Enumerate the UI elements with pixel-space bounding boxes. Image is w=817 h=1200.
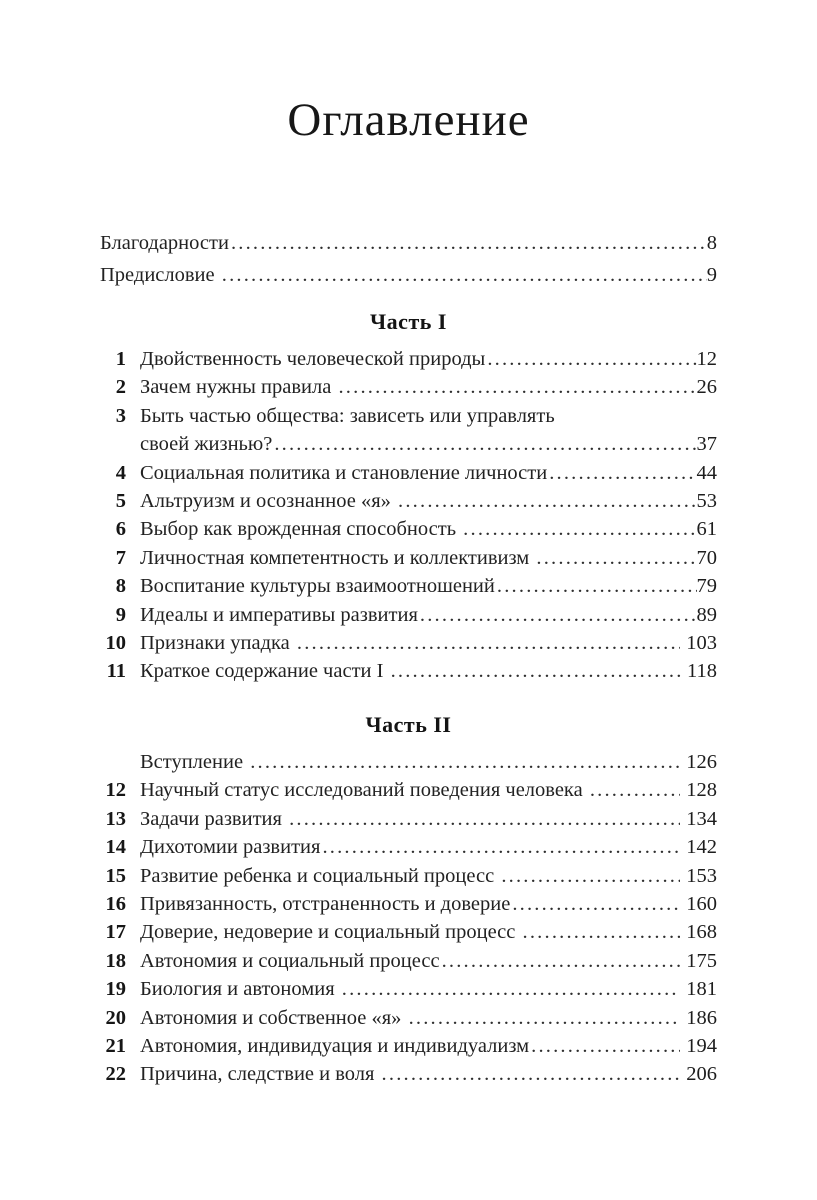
chapter-number: 16 <box>105 892 126 915</box>
toc-entry <box>100 373 717 401</box>
toc-entry <box>100 833 717 861</box>
toc-entry <box>100 805 717 833</box>
toc-entry <box>100 748 717 776</box>
dot-leader <box>420 601 697 629</box>
page-number: 12 <box>696 348 717 370</box>
toc-entry <box>100 487 717 515</box>
chapter-number: 14 <box>105 836 126 859</box>
entry-title: Двойственность человеческой природы <box>140 348 486 370</box>
page-number: 142 <box>686 836 717 859</box>
entry-title: Зачем нужны правила <box>140 376 337 399</box>
entry-title: Альтруизм и осознанное «я» <box>140 490 397 513</box>
entry-title: Автономия и собственное «я» <box>140 1006 407 1029</box>
part-heading: Часть II <box>365 711 452 737</box>
entry-title: Дихотомии развития <box>140 836 321 859</box>
entry-title: Социальная политика и становление личности <box>140 461 548 484</box>
toc-entry <box>100 259 717 291</box>
entry-title: Привязанность, отстраненность и доверие <box>140 892 511 915</box>
dot-leader <box>338 373 696 401</box>
dot-leader <box>297 629 680 657</box>
dot-leader <box>250 748 680 776</box>
chapter-number: 11 <box>106 660 126 683</box>
toc-entry <box>100 657 717 685</box>
dot-leader <box>549 459 696 487</box>
chapter-number: 18 <box>105 949 126 972</box>
page-number: 8 <box>706 232 717 254</box>
chapter-number: 10 <box>105 632 126 655</box>
page-number: 61 <box>696 518 717 541</box>
toc-entry <box>100 862 717 890</box>
entry-title: Причина, следствие и воля <box>140 1063 380 1086</box>
chapter-number: 13 <box>105 807 126 830</box>
toc-entry <box>100 947 717 975</box>
dot-leader <box>222 259 707 291</box>
entry-title: Доверие, недоверие и социальный процесс <box>140 921 521 944</box>
dot-leader <box>409 1004 681 1032</box>
entry-title: Быть частью общества: зависеть или управлять <box>140 404 555 427</box>
dot-leader <box>497 572 697 600</box>
page-number: 134 <box>686 807 717 830</box>
dot-leader <box>442 947 681 975</box>
chapter-number: 20 <box>105 1006 126 1029</box>
dot-leader <box>322 833 680 861</box>
toc-entry <box>100 1060 717 1088</box>
toc-entry <box>100 776 717 804</box>
dot-leader <box>274 430 696 458</box>
part-block <box>100 712 717 1089</box>
entry-title: Предисловие <box>100 264 220 286</box>
page-number: 89 <box>696 603 717 626</box>
chapter-number: 22 <box>105 1063 126 1086</box>
entry-title: Воспитание культуры взаимоотношений <box>140 575 495 598</box>
toc-entry <box>100 601 717 629</box>
page-number: 175 <box>686 949 717 972</box>
chapter-number: 8 <box>115 575 126 598</box>
page-number: 160 <box>686 892 717 915</box>
dot-leader <box>523 918 681 946</box>
page-number: 53 <box>696 490 717 513</box>
part-block <box>100 309 717 686</box>
toc-entry <box>100 227 717 259</box>
chapter-number: 15 <box>105 864 126 887</box>
entry-title: Научный статус исследований поведения человека <box>140 779 588 802</box>
toc-entry <box>100 430 717 458</box>
page-number: 26 <box>696 376 717 399</box>
page-number: 118 <box>687 660 717 683</box>
chapter-number: 19 <box>105 978 126 1001</box>
entry-title: Выбор как врожденная способность <box>140 518 462 541</box>
entry-title: Биология и автономия <box>140 978 340 1001</box>
entry-title: Личностная компетентность и коллективизм <box>140 546 535 569</box>
dot-leader <box>231 227 707 259</box>
toc-entry <box>100 1032 717 1060</box>
toc-entry <box>100 890 717 918</box>
part-heading: Часть I <box>370 309 447 334</box>
chapter-number: 17 <box>105 921 126 944</box>
entry-title: Автономия и социальный процесс <box>140 949 440 972</box>
page-number: 186 <box>686 1006 717 1029</box>
chapter-number: 6 <box>115 518 126 541</box>
page-number: 126 <box>686 750 717 773</box>
chapter-number: 1 <box>115 348 126 370</box>
chapter-number: 3 <box>115 404 126 427</box>
dot-leader <box>512 890 680 918</box>
chapter-number: 9 <box>115 603 126 626</box>
page-number: 128 <box>686 779 717 802</box>
chapter-number: 21 <box>105 1034 126 1057</box>
dot-leader <box>398 487 696 515</box>
dot-leader <box>342 975 680 1003</box>
toc-parts <box>100 309 717 1089</box>
chapter-number: 5 <box>115 490 126 513</box>
page-title: Оглавление <box>287 94 530 146</box>
entry-title: Благодарности <box>100 232 229 254</box>
page-number: 79 <box>696 575 717 598</box>
front-matter <box>100 227 717 291</box>
page-number: 103 <box>686 632 717 655</box>
page-number: 168 <box>686 921 717 944</box>
dot-leader <box>531 1032 680 1060</box>
entry-title: своей жизнью? <box>140 433 273 456</box>
dot-leader <box>289 805 680 833</box>
dot-leader <box>536 544 696 572</box>
chapter-number: 4 <box>115 461 126 484</box>
toc-entry <box>100 345 717 373</box>
dot-leader <box>487 345 696 373</box>
toc-entry <box>100 918 717 946</box>
dot-leader <box>382 1060 681 1088</box>
dot-leader <box>590 776 680 804</box>
entry-title: Автономия, индивидуация и индивидуализм <box>140 1034 530 1057</box>
entry-title: Вступление <box>140 750 249 773</box>
toc-entry <box>100 402 717 430</box>
entry-title: Развитие ребенка и социальный процесс <box>140 864 500 887</box>
page-number: 194 <box>686 1034 717 1057</box>
entry-title: Идеалы и императивы развития <box>140 603 418 626</box>
dot-leader <box>391 657 681 685</box>
page-number: 206 <box>686 1063 717 1086</box>
toc-entry <box>100 629 717 657</box>
chapter-number: 12 <box>105 779 126 802</box>
chapter-number: 2 <box>115 376 126 399</box>
page-number: 37 <box>696 433 717 456</box>
chapter-number: 7 <box>115 546 126 569</box>
entry-title: Задачи развития <box>140 807 288 830</box>
entry-title: Краткое содержание части I <box>140 660 389 683</box>
page-number: 181 <box>686 978 717 1001</box>
dot-leader <box>501 862 680 890</box>
page-number: 44 <box>696 461 717 484</box>
page-number: 70 <box>696 546 717 569</box>
entry-title: Признаки упадка <box>140 632 295 655</box>
toc-entry <box>100 544 717 572</box>
dot-leader <box>463 515 696 543</box>
toc-entry <box>100 459 717 487</box>
page-number: 9 <box>706 264 717 286</box>
toc-entry <box>100 975 717 1003</box>
toc-entry <box>100 1004 717 1032</box>
toc-entry <box>100 515 717 543</box>
toc-entry <box>100 572 717 600</box>
page-number: 153 <box>686 864 717 887</box>
